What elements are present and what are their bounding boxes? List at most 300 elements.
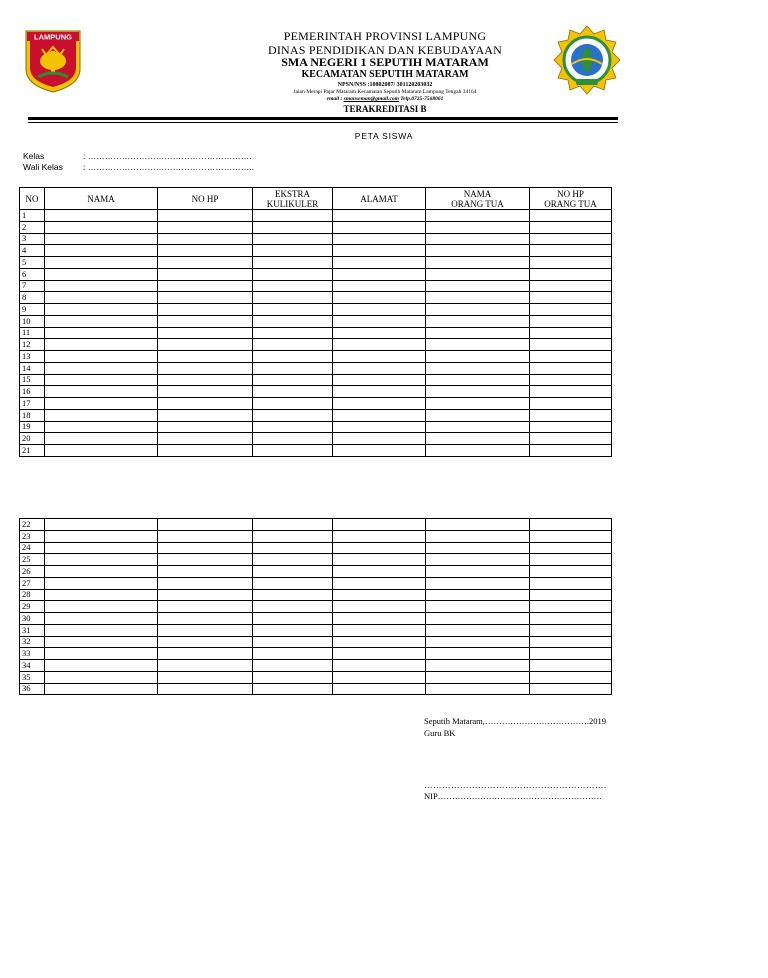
table-row bbox=[20, 351, 612, 363]
table-row bbox=[20, 339, 612, 351]
alamat-cell[interactable] bbox=[333, 304, 426, 316]
table-row bbox=[20, 566, 612, 578]
nama-cell[interactable] bbox=[45, 398, 158, 410]
alamat-cell[interactable] bbox=[333, 624, 426, 636]
row-number: 1 bbox=[20, 210, 45, 222]
alamat-cell[interactable] bbox=[333, 445, 426, 457]
alamat-cell[interactable] bbox=[333, 409, 426, 421]
alamat-cell[interactable] bbox=[333, 233, 426, 245]
alamat-cell[interactable] bbox=[333, 257, 426, 269]
row-number: 19 bbox=[20, 421, 45, 433]
nama-orang-tua-cell[interactable] bbox=[426, 636, 530, 648]
school-logo bbox=[552, 24, 622, 96]
no-hp-cell[interactable] bbox=[158, 671, 253, 683]
nama-orang-tua-cell[interactable] bbox=[426, 245, 530, 257]
table-row bbox=[20, 636, 612, 648]
nama-orang-tua-cell[interactable] bbox=[426, 398, 530, 410]
nama-cell[interactable] bbox=[45, 433, 158, 445]
table-row bbox=[20, 304, 612, 316]
no-hp-cell[interactable] bbox=[158, 589, 253, 601]
table-row bbox=[20, 398, 612, 410]
no-hp-cell[interactable] bbox=[158, 292, 253, 304]
no-hp-cell[interactable] bbox=[158, 683, 253, 695]
nama-orang-tua-cell[interactable] bbox=[426, 624, 530, 636]
col-header-no-hp: NO HP bbox=[158, 188, 253, 210]
nama-orang-tua-cell[interactable] bbox=[426, 530, 530, 542]
alamat-cell[interactable] bbox=[333, 577, 426, 589]
header-accreditation: TERAKREDITASI B bbox=[343, 104, 427, 114]
nama-cell[interactable] bbox=[45, 636, 158, 648]
table-row bbox=[20, 601, 612, 613]
row-number: 24 bbox=[20, 542, 45, 554]
email-label: email : bbox=[326, 96, 344, 102]
table-row bbox=[20, 660, 612, 672]
nama-orang-tua-cell[interactable] bbox=[426, 542, 530, 554]
row-number: 29 bbox=[20, 601, 45, 613]
alamat-cell[interactable] bbox=[333, 671, 426, 683]
header-address: Jalan Merapi Pajar Mataram Kecamatan Seputih Mataram Lampung Tengah 34164 bbox=[293, 89, 477, 95]
no-hp-orang-tua-cell[interactable] bbox=[530, 577, 612, 589]
nama-orang-tua-cell[interactable] bbox=[426, 292, 530, 304]
nama-cell[interactable] bbox=[45, 280, 158, 292]
nama-orang-tua-cell[interactable] bbox=[426, 374, 530, 386]
no-hp-cell[interactable] bbox=[158, 280, 253, 292]
no-hp-cell[interactable] bbox=[158, 624, 253, 636]
nama-cell[interactable] bbox=[45, 671, 158, 683]
no-hp-cell[interactable] bbox=[158, 327, 253, 339]
nama-orang-tua-cell[interactable] bbox=[426, 683, 530, 695]
alamat-cell[interactable] bbox=[333, 221, 426, 233]
no-hp-orang-tua-cell[interactable] bbox=[530, 601, 612, 613]
nama-orang-tua-cell[interactable] bbox=[426, 233, 530, 245]
ekstra-cell[interactable] bbox=[253, 577, 333, 589]
no-hp-orang-tua-cell[interactable] bbox=[530, 351, 612, 363]
ekstra-cell[interactable] bbox=[253, 398, 333, 410]
ekstra-cell[interactable] bbox=[253, 683, 333, 695]
no-hp-cell[interactable] bbox=[158, 304, 253, 316]
ekstra-cell[interactable] bbox=[253, 386, 333, 398]
table-row bbox=[20, 233, 612, 245]
ekstra-cell[interactable] bbox=[253, 409, 333, 421]
no-hp-cell[interactable] bbox=[158, 613, 253, 625]
no-hp-orang-tua-cell[interactable] bbox=[530, 398, 612, 410]
col-header-no: NO bbox=[20, 188, 45, 210]
no-hp-orang-tua-cell[interactable] bbox=[530, 327, 612, 339]
no-hp-cell[interactable] bbox=[158, 257, 253, 269]
ekstra-cell[interactable] bbox=[253, 351, 333, 363]
alamat-cell[interactable] bbox=[333, 613, 426, 625]
no-hp-orang-tua-cell[interactable] bbox=[530, 362, 612, 374]
no-hp-orang-tua-cell[interactable] bbox=[530, 683, 612, 695]
nama-orang-tua-cell[interactable] bbox=[426, 327, 530, 339]
ekstra-cell[interactable] bbox=[253, 233, 333, 245]
nama-cell[interactable] bbox=[45, 519, 158, 531]
nama-cell[interactable] bbox=[45, 315, 158, 327]
nama-cell[interactable] bbox=[45, 530, 158, 542]
nama-orang-tua-cell[interactable] bbox=[426, 433, 530, 445]
nama-orang-tua-cell[interactable] bbox=[426, 280, 530, 292]
no-hp-orang-tua-cell[interactable] bbox=[530, 530, 612, 542]
alamat-cell[interactable] bbox=[333, 589, 426, 601]
nama-orang-tua-cell[interactable] bbox=[426, 339, 530, 351]
table-row bbox=[20, 683, 612, 695]
row-number: 26 bbox=[20, 566, 45, 578]
nama-cell[interactable] bbox=[45, 362, 158, 374]
nama-orang-tua-cell[interactable] bbox=[426, 660, 530, 672]
no-hp-cell[interactable] bbox=[158, 648, 253, 660]
kelas-value[interactable]: : …………………………………………………. bbox=[83, 151, 252, 161]
nama-cell[interactable] bbox=[45, 268, 158, 280]
alamat-cell[interactable] bbox=[333, 566, 426, 578]
table-row bbox=[20, 268, 612, 280]
no-hp-cell[interactable] bbox=[158, 445, 253, 457]
no-hp-orang-tua-cell[interactable] bbox=[530, 613, 612, 625]
ekstra-cell[interactable] bbox=[253, 280, 333, 292]
alamat-cell[interactable] bbox=[333, 648, 426, 660]
ekstra-cell[interactable] bbox=[253, 327, 333, 339]
row-number: 9 bbox=[20, 304, 45, 316]
no-hp-cell[interactable] bbox=[158, 660, 253, 672]
no-hp-orang-tua-cell[interactable] bbox=[530, 542, 612, 554]
alamat-cell[interactable] bbox=[333, 245, 426, 257]
table-row bbox=[20, 671, 612, 683]
no-hp-orang-tua-cell[interactable] bbox=[530, 280, 612, 292]
ekstra-cell[interactable] bbox=[253, 421, 333, 433]
table-row bbox=[20, 554, 612, 566]
alamat-cell[interactable] bbox=[333, 362, 426, 374]
nama-cell[interactable] bbox=[45, 683, 158, 695]
header-department: DINAS PENDIDIKAN DAN KEBUDAYAAN bbox=[267, 43, 503, 57]
ekstra-cell[interactable] bbox=[253, 589, 333, 601]
ekstra-cell[interactable] bbox=[253, 268, 333, 280]
email-link[interactable]: smanseman@gmail.com bbox=[343, 96, 399, 102]
row-number: 5 bbox=[20, 257, 45, 269]
alamat-cell[interactable] bbox=[333, 386, 426, 398]
no-hp-cell[interactable] bbox=[158, 433, 253, 445]
ekstra-cell[interactable] bbox=[253, 257, 333, 269]
col-header-nama-orang-tua: NAMA ORANG TUA bbox=[426, 188, 530, 210]
alamat-cell[interactable] bbox=[333, 530, 426, 542]
no-hp-orang-tua-cell[interactable] bbox=[530, 554, 612, 566]
ekstra-cell[interactable] bbox=[253, 660, 333, 672]
nama-cell[interactable] bbox=[45, 554, 158, 566]
row-number: 13 bbox=[20, 351, 45, 363]
table-row bbox=[20, 362, 612, 374]
row-number: 16 bbox=[20, 386, 45, 398]
no-hp-cell[interactable] bbox=[158, 210, 253, 222]
no-hp-cell[interactable] bbox=[158, 386, 253, 398]
nama-cell[interactable] bbox=[45, 566, 158, 578]
col-header-alamat: ALAMAT bbox=[333, 188, 426, 210]
no-hp-cell[interactable] bbox=[158, 577, 253, 589]
no-hp-orang-tua-cell[interactable] bbox=[530, 221, 612, 233]
no-hp-cell[interactable] bbox=[158, 398, 253, 410]
nama-orang-tua-cell[interactable] bbox=[426, 386, 530, 398]
nama-orang-tua-cell[interactable] bbox=[426, 351, 530, 363]
ekstra-cell[interactable] bbox=[253, 636, 333, 648]
nama-cell[interactable] bbox=[45, 339, 158, 351]
no-hp-orang-tua-cell[interactable] bbox=[530, 636, 612, 648]
nama-cell[interactable] bbox=[45, 233, 158, 245]
nama-cell[interactable] bbox=[45, 648, 158, 660]
nama-cell[interactable] bbox=[45, 304, 158, 316]
nama-orang-tua-cell[interactable] bbox=[426, 268, 530, 280]
alamat-cell[interactable] bbox=[333, 421, 426, 433]
ekstra-cell[interactable] bbox=[253, 566, 333, 578]
table-row bbox=[20, 327, 612, 339]
no-hp-cell[interactable] bbox=[158, 233, 253, 245]
no-hp-orang-tua-cell[interactable] bbox=[530, 339, 612, 351]
no-hp-cell[interactable] bbox=[158, 374, 253, 386]
nama-orang-tua-cell[interactable] bbox=[426, 409, 530, 421]
row-number: 10 bbox=[20, 315, 45, 327]
alamat-cell[interactable] bbox=[333, 292, 426, 304]
no-hp-cell[interactable] bbox=[158, 554, 253, 566]
alamat-cell[interactable] bbox=[333, 542, 426, 554]
col-header-no-hp-orang-tua: NO HP ORANG TUA bbox=[530, 188, 612, 210]
no-hp-cell[interactable] bbox=[158, 566, 253, 578]
signature-name-line[interactable]: ……………………………………………………. bbox=[424, 780, 607, 790]
no-hp-orang-tua-cell[interactable] bbox=[530, 671, 612, 683]
no-hp-orang-tua-cell[interactable] bbox=[530, 589, 612, 601]
header-government: PEMERINTAH PROVINSI LAMPUNG bbox=[283, 29, 487, 43]
row-number: 35 bbox=[20, 671, 45, 683]
alamat-cell[interactable] bbox=[333, 280, 426, 292]
alamat-cell[interactable] bbox=[333, 554, 426, 566]
nama-cell[interactable] bbox=[45, 601, 158, 613]
nama-orang-tua-cell[interactable] bbox=[426, 315, 530, 327]
signature-role: Guru BK bbox=[424, 728, 456, 738]
table-row bbox=[20, 210, 612, 222]
table-row bbox=[20, 315, 612, 327]
ekstra-cell[interactable] bbox=[253, 542, 333, 554]
no-hp-cell[interactable] bbox=[158, 519, 253, 531]
no-hp-orang-tua-cell[interactable] bbox=[530, 624, 612, 636]
no-hp-orang-tua-cell[interactable] bbox=[530, 519, 612, 531]
nama-cell[interactable] bbox=[45, 589, 158, 601]
nama-orang-tua-cell[interactable] bbox=[426, 210, 530, 222]
ekstra-cell[interactable] bbox=[253, 221, 333, 233]
no-hp-orang-tua-cell[interactable] bbox=[530, 292, 612, 304]
no-hp-cell[interactable] bbox=[158, 268, 253, 280]
nama-cell[interactable] bbox=[45, 624, 158, 636]
no-hp-cell[interactable] bbox=[158, 221, 253, 233]
nama-orang-tua-cell[interactable] bbox=[426, 221, 530, 233]
no-hp-cell[interactable] bbox=[158, 315, 253, 327]
row-number: 36 bbox=[20, 683, 45, 695]
nama-cell[interactable] bbox=[45, 421, 158, 433]
ekstra-cell[interactable] bbox=[253, 601, 333, 613]
no-hp-cell[interactable] bbox=[158, 421, 253, 433]
no-hp-orang-tua-cell[interactable] bbox=[530, 245, 612, 257]
row-number: 15 bbox=[20, 374, 45, 386]
ekstra-cell[interactable] bbox=[253, 648, 333, 660]
nama-cell[interactable] bbox=[45, 374, 158, 386]
nama-cell[interactable] bbox=[45, 221, 158, 233]
table-row bbox=[20, 433, 612, 445]
alamat-cell[interactable] bbox=[333, 210, 426, 222]
ekstra-cell[interactable] bbox=[253, 362, 333, 374]
alamat-cell[interactable] bbox=[333, 601, 426, 613]
alamat-cell[interactable] bbox=[333, 374, 426, 386]
row-number: 21 bbox=[20, 445, 45, 457]
ekstra-cell[interactable] bbox=[253, 339, 333, 351]
no-hp-orang-tua-cell[interactable] bbox=[530, 386, 612, 398]
header-divider-thin bbox=[28, 122, 618, 123]
no-hp-cell[interactable] bbox=[158, 362, 253, 374]
row-number: 34 bbox=[20, 660, 45, 672]
alamat-cell[interactable] bbox=[333, 339, 426, 351]
alamat-cell[interactable] bbox=[333, 683, 426, 695]
row-number: 27 bbox=[20, 577, 45, 589]
no-hp-cell[interactable] bbox=[158, 245, 253, 257]
signature-nip[interactable]: NIP…………………………………………………. bbox=[424, 791, 602, 801]
table-row bbox=[20, 421, 612, 433]
row-number: 31 bbox=[20, 624, 45, 636]
row-number: 6 bbox=[20, 268, 45, 280]
no-hp-orang-tua-cell[interactable] bbox=[530, 315, 612, 327]
no-hp-orang-tua-cell[interactable] bbox=[530, 210, 612, 222]
ekstra-cell[interactable] bbox=[253, 671, 333, 683]
no-hp-orang-tua-cell[interactable] bbox=[530, 660, 612, 672]
nama-cell[interactable] bbox=[45, 292, 158, 304]
table-row bbox=[20, 280, 612, 292]
nama-orang-tua-cell[interactable] bbox=[426, 577, 530, 589]
nama-orang-tua-cell[interactable] bbox=[426, 445, 530, 457]
nama-cell[interactable] bbox=[45, 386, 158, 398]
ekstra-cell[interactable] bbox=[253, 210, 333, 222]
no-hp-cell[interactable] bbox=[158, 542, 253, 554]
logo-lampung-text: LAMPUNG bbox=[34, 32, 72, 42]
no-hp-orang-tua-cell[interactable] bbox=[530, 257, 612, 269]
row-number: 20 bbox=[20, 433, 45, 445]
wali-kelas-value[interactable]: : ………………………………………………….. bbox=[83, 162, 254, 172]
no-hp-cell[interactable] bbox=[158, 351, 253, 363]
row-number: 23 bbox=[20, 530, 45, 542]
nama-cell[interactable] bbox=[45, 542, 158, 554]
alamat-cell[interactable] bbox=[333, 636, 426, 648]
ekstra-cell[interactable] bbox=[253, 245, 333, 257]
nama-cell[interactable] bbox=[45, 327, 158, 339]
row-number: 4 bbox=[20, 245, 45, 257]
no-hp-orang-tua-cell[interactable] bbox=[530, 566, 612, 578]
header-district: KECAMATAN SEPUTIH MATARAM bbox=[301, 69, 469, 80]
nama-orang-tua-cell[interactable] bbox=[426, 613, 530, 625]
no-hp-orang-tua-cell[interactable] bbox=[530, 648, 612, 660]
table-row bbox=[20, 530, 612, 542]
nama-cell[interactable] bbox=[45, 245, 158, 257]
table-row bbox=[20, 221, 612, 233]
ekstra-cell[interactable] bbox=[253, 530, 333, 542]
ekstra-cell[interactable] bbox=[253, 433, 333, 445]
nama-orang-tua-cell[interactable] bbox=[426, 648, 530, 660]
nama-cell[interactable] bbox=[45, 409, 158, 421]
ekstra-cell[interactable] bbox=[253, 445, 333, 457]
wali-kelas-label: Wali Kelas bbox=[23, 162, 63, 172]
nama-cell[interactable] bbox=[45, 613, 158, 625]
col-header-nama: NAMA bbox=[45, 188, 158, 210]
nama-cell[interactable] bbox=[45, 660, 158, 672]
nama-orang-tua-cell[interactable] bbox=[426, 566, 530, 578]
alamat-cell[interactable] bbox=[333, 315, 426, 327]
alamat-cell[interactable] bbox=[333, 268, 426, 280]
no-hp-orang-tua-cell[interactable] bbox=[530, 233, 612, 245]
nama-cell[interactable] bbox=[45, 351, 158, 363]
no-hp-orang-tua-cell[interactable] bbox=[530, 433, 612, 445]
table-row bbox=[20, 292, 612, 304]
row-number: 25 bbox=[20, 554, 45, 566]
header-divider-thick bbox=[28, 117, 618, 120]
no-hp-cell[interactable] bbox=[158, 409, 253, 421]
nama-orang-tua-cell[interactable] bbox=[426, 304, 530, 316]
ekstra-cell[interactable] bbox=[253, 374, 333, 386]
table-row bbox=[20, 648, 612, 660]
ekstra-cell[interactable] bbox=[253, 554, 333, 566]
no-hp-orang-tua-cell[interactable] bbox=[530, 304, 612, 316]
nama-cell[interactable] bbox=[45, 577, 158, 589]
row-number: 11 bbox=[20, 327, 45, 339]
nama-orang-tua-cell[interactable] bbox=[426, 671, 530, 683]
alamat-cell[interactable] bbox=[333, 351, 426, 363]
alamat-cell[interactable] bbox=[333, 433, 426, 445]
row-number: 12 bbox=[20, 339, 45, 351]
ekstra-cell[interactable] bbox=[253, 624, 333, 636]
no-hp-orang-tua-cell[interactable] bbox=[530, 268, 612, 280]
nama-orang-tua-cell[interactable] bbox=[426, 257, 530, 269]
row-number: 18 bbox=[20, 409, 45, 421]
alamat-cell[interactable] bbox=[333, 660, 426, 672]
nama-orang-tua-cell[interactable] bbox=[426, 601, 530, 613]
no-hp-cell[interactable] bbox=[158, 530, 253, 542]
row-number: 22 bbox=[20, 519, 45, 531]
row-number: 33 bbox=[20, 648, 45, 660]
table-row bbox=[20, 374, 612, 386]
nama-orang-tua-cell[interactable] bbox=[426, 589, 530, 601]
alamat-cell[interactable] bbox=[333, 398, 426, 410]
no-hp-orang-tua-cell[interactable] bbox=[530, 409, 612, 421]
alamat-cell[interactable] bbox=[333, 519, 426, 531]
ekstra-cell[interactable] bbox=[253, 613, 333, 625]
no-hp-cell[interactable] bbox=[158, 339, 253, 351]
no-hp-orang-tua-cell[interactable] bbox=[530, 374, 612, 386]
student-table-part2 bbox=[19, 518, 612, 695]
nama-orang-tua-cell[interactable] bbox=[426, 519, 530, 531]
ekstra-cell[interactable] bbox=[253, 304, 333, 316]
no-hp-orang-tua-cell[interactable] bbox=[530, 445, 612, 457]
row-number: 3 bbox=[20, 233, 45, 245]
nama-orang-tua-cell[interactable] bbox=[426, 421, 530, 433]
ekstra-cell[interactable] bbox=[253, 519, 333, 531]
table-row bbox=[20, 613, 612, 625]
ekstra-cell[interactable] bbox=[253, 315, 333, 327]
nama-cell[interactable] bbox=[45, 210, 158, 222]
table-row bbox=[20, 386, 612, 398]
row-number: 7 bbox=[20, 280, 45, 292]
table-row bbox=[20, 589, 612, 601]
nama-cell[interactable] bbox=[45, 445, 158, 457]
no-hp-cell[interactable] bbox=[158, 601, 253, 613]
nama-orang-tua-cell[interactable] bbox=[426, 362, 530, 374]
row-number: 17 bbox=[20, 398, 45, 410]
alamat-cell[interactable] bbox=[333, 327, 426, 339]
ekstra-cell[interactable] bbox=[253, 292, 333, 304]
nama-cell[interactable] bbox=[45, 257, 158, 269]
wali-kelas-field bbox=[23, 162, 254, 172]
no-hp-cell[interactable] bbox=[158, 636, 253, 648]
no-hp-orang-tua-cell[interactable] bbox=[530, 421, 612, 433]
table-header-row bbox=[20, 188, 612, 210]
nama-orang-tua-cell[interactable] bbox=[426, 554, 530, 566]
